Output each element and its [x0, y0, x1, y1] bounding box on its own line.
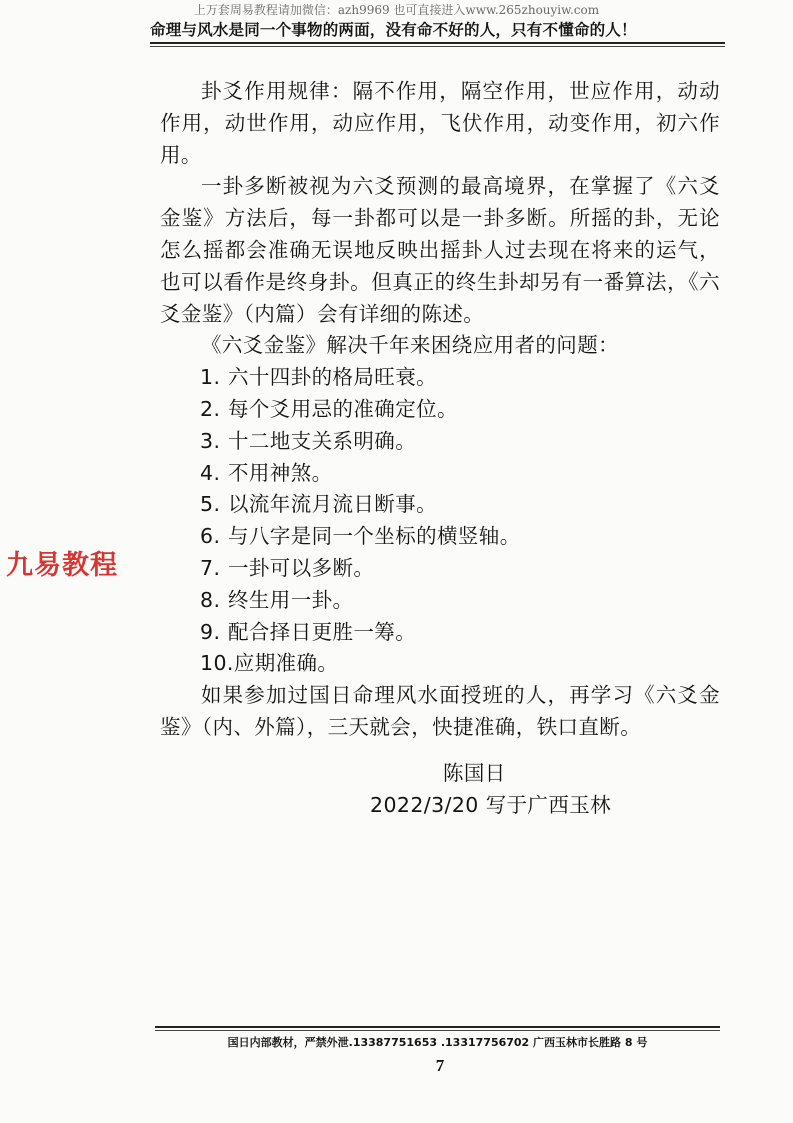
list-item-text: 与八字是同一个坐标的横竖轴。	[228, 524, 521, 549]
list-item	[160, 458, 720, 490]
list-item	[160, 553, 720, 585]
footer-divider	[155, 1026, 720, 1028]
body-content	[160, 76, 720, 821]
list-item-text: 不用神煞。	[228, 460, 333, 485]
list-item	[160, 362, 720, 394]
list-item-text: 六十四卦的格局旺衰。	[228, 365, 437, 390]
list-item-number: 1.	[200, 365, 221, 390]
paragraph-solves-intro: 《六爻金鉴》解决千年来困绕应用者的问题：	[201, 333, 619, 358]
list-item	[160, 648, 720, 680]
list-item-number: 9.	[200, 619, 221, 644]
benefits-list	[160, 362, 720, 680]
paragraph-multi-reading: 一卦多断被视为六爻预测的最高境界，在掌握了《六爻金鉴》方法后，每一卦都可以是一卦多断。所摇的卦，无论怎么摇都会准确无误地反映出摇卦人过去现在将来的运气，也可以看作是终身卦。但真正的终生卦却另有一番算法，《六爻金鉴》（内篇）会有详细的陈述。	[160, 174, 720, 326]
signature-date: 2022/3/20 写于广西玉林	[370, 792, 612, 817]
list-item	[160, 585, 720, 617]
header-divider-thin	[150, 46, 725, 47]
list-item-text: 终生用一卦。	[228, 587, 354, 612]
signature-name: 陈国日	[443, 760, 506, 785]
list-item-text: 一卦可以多断。	[228, 555, 375, 580]
list-item-text: 以流年流月流日断事。	[228, 492, 437, 517]
signature-block	[160, 758, 720, 822]
list-item-number: 2.	[200, 396, 221, 421]
list-item	[160, 617, 720, 649]
paragraph-rules: 卦爻作用规律：隔不作用，隔空作用，世应作用，动动作用，动世作用，动应作用，飞伏作用，动变作用，初六作用。	[160, 79, 720, 167]
paragraph-closing: 如果参加过国日命理风水面授班的人，再学习《六爻金鉴》（内、外篇），三天就会，快捷准确，铁口直断。	[160, 683, 720, 739]
list-item-text: 每个爻用忌的准确定位。	[228, 396, 458, 421]
list-item-number: 3.	[200, 428, 221, 453]
list-item	[160, 489, 720, 521]
list-item-number: 6.	[200, 524, 221, 549]
list-item-number: 5.	[200, 492, 221, 517]
list-item-text: 十二地支关系明确。	[228, 428, 417, 453]
list-item-text: 应期准确。	[233, 651, 339, 676]
list-item	[160, 394, 720, 426]
list-item-number: 8.	[200, 587, 221, 612]
page-number: 7	[435, 1056, 445, 1075]
list-item-text: 配合择日更胜一筹。	[228, 619, 417, 644]
list-item-number: 10.	[200, 651, 234, 676]
list-item	[160, 426, 720, 458]
watermark: 九易教程	[6, 550, 118, 581]
footer-divider-thin	[155, 1030, 720, 1031]
list-item-number: 4.	[200, 460, 221, 485]
header-divider	[150, 42, 725, 44]
footer-text: 国日内部教材，严禁外泄.13387751653 .13317756702 广西玉林市长胜路 8 号	[227, 1036, 648, 1049]
list-item	[160, 521, 720, 553]
list-item-number: 7.	[200, 555, 221, 580]
top-notice: 上万套周易教程请加微信：azh9969 也可直接进入www.265zhouyiw.com	[193, 3, 600, 17]
header-banner: 命理与风水是同一个事物的两面，没有命不好的人，只有不懂命的人！	[150, 21, 637, 39]
